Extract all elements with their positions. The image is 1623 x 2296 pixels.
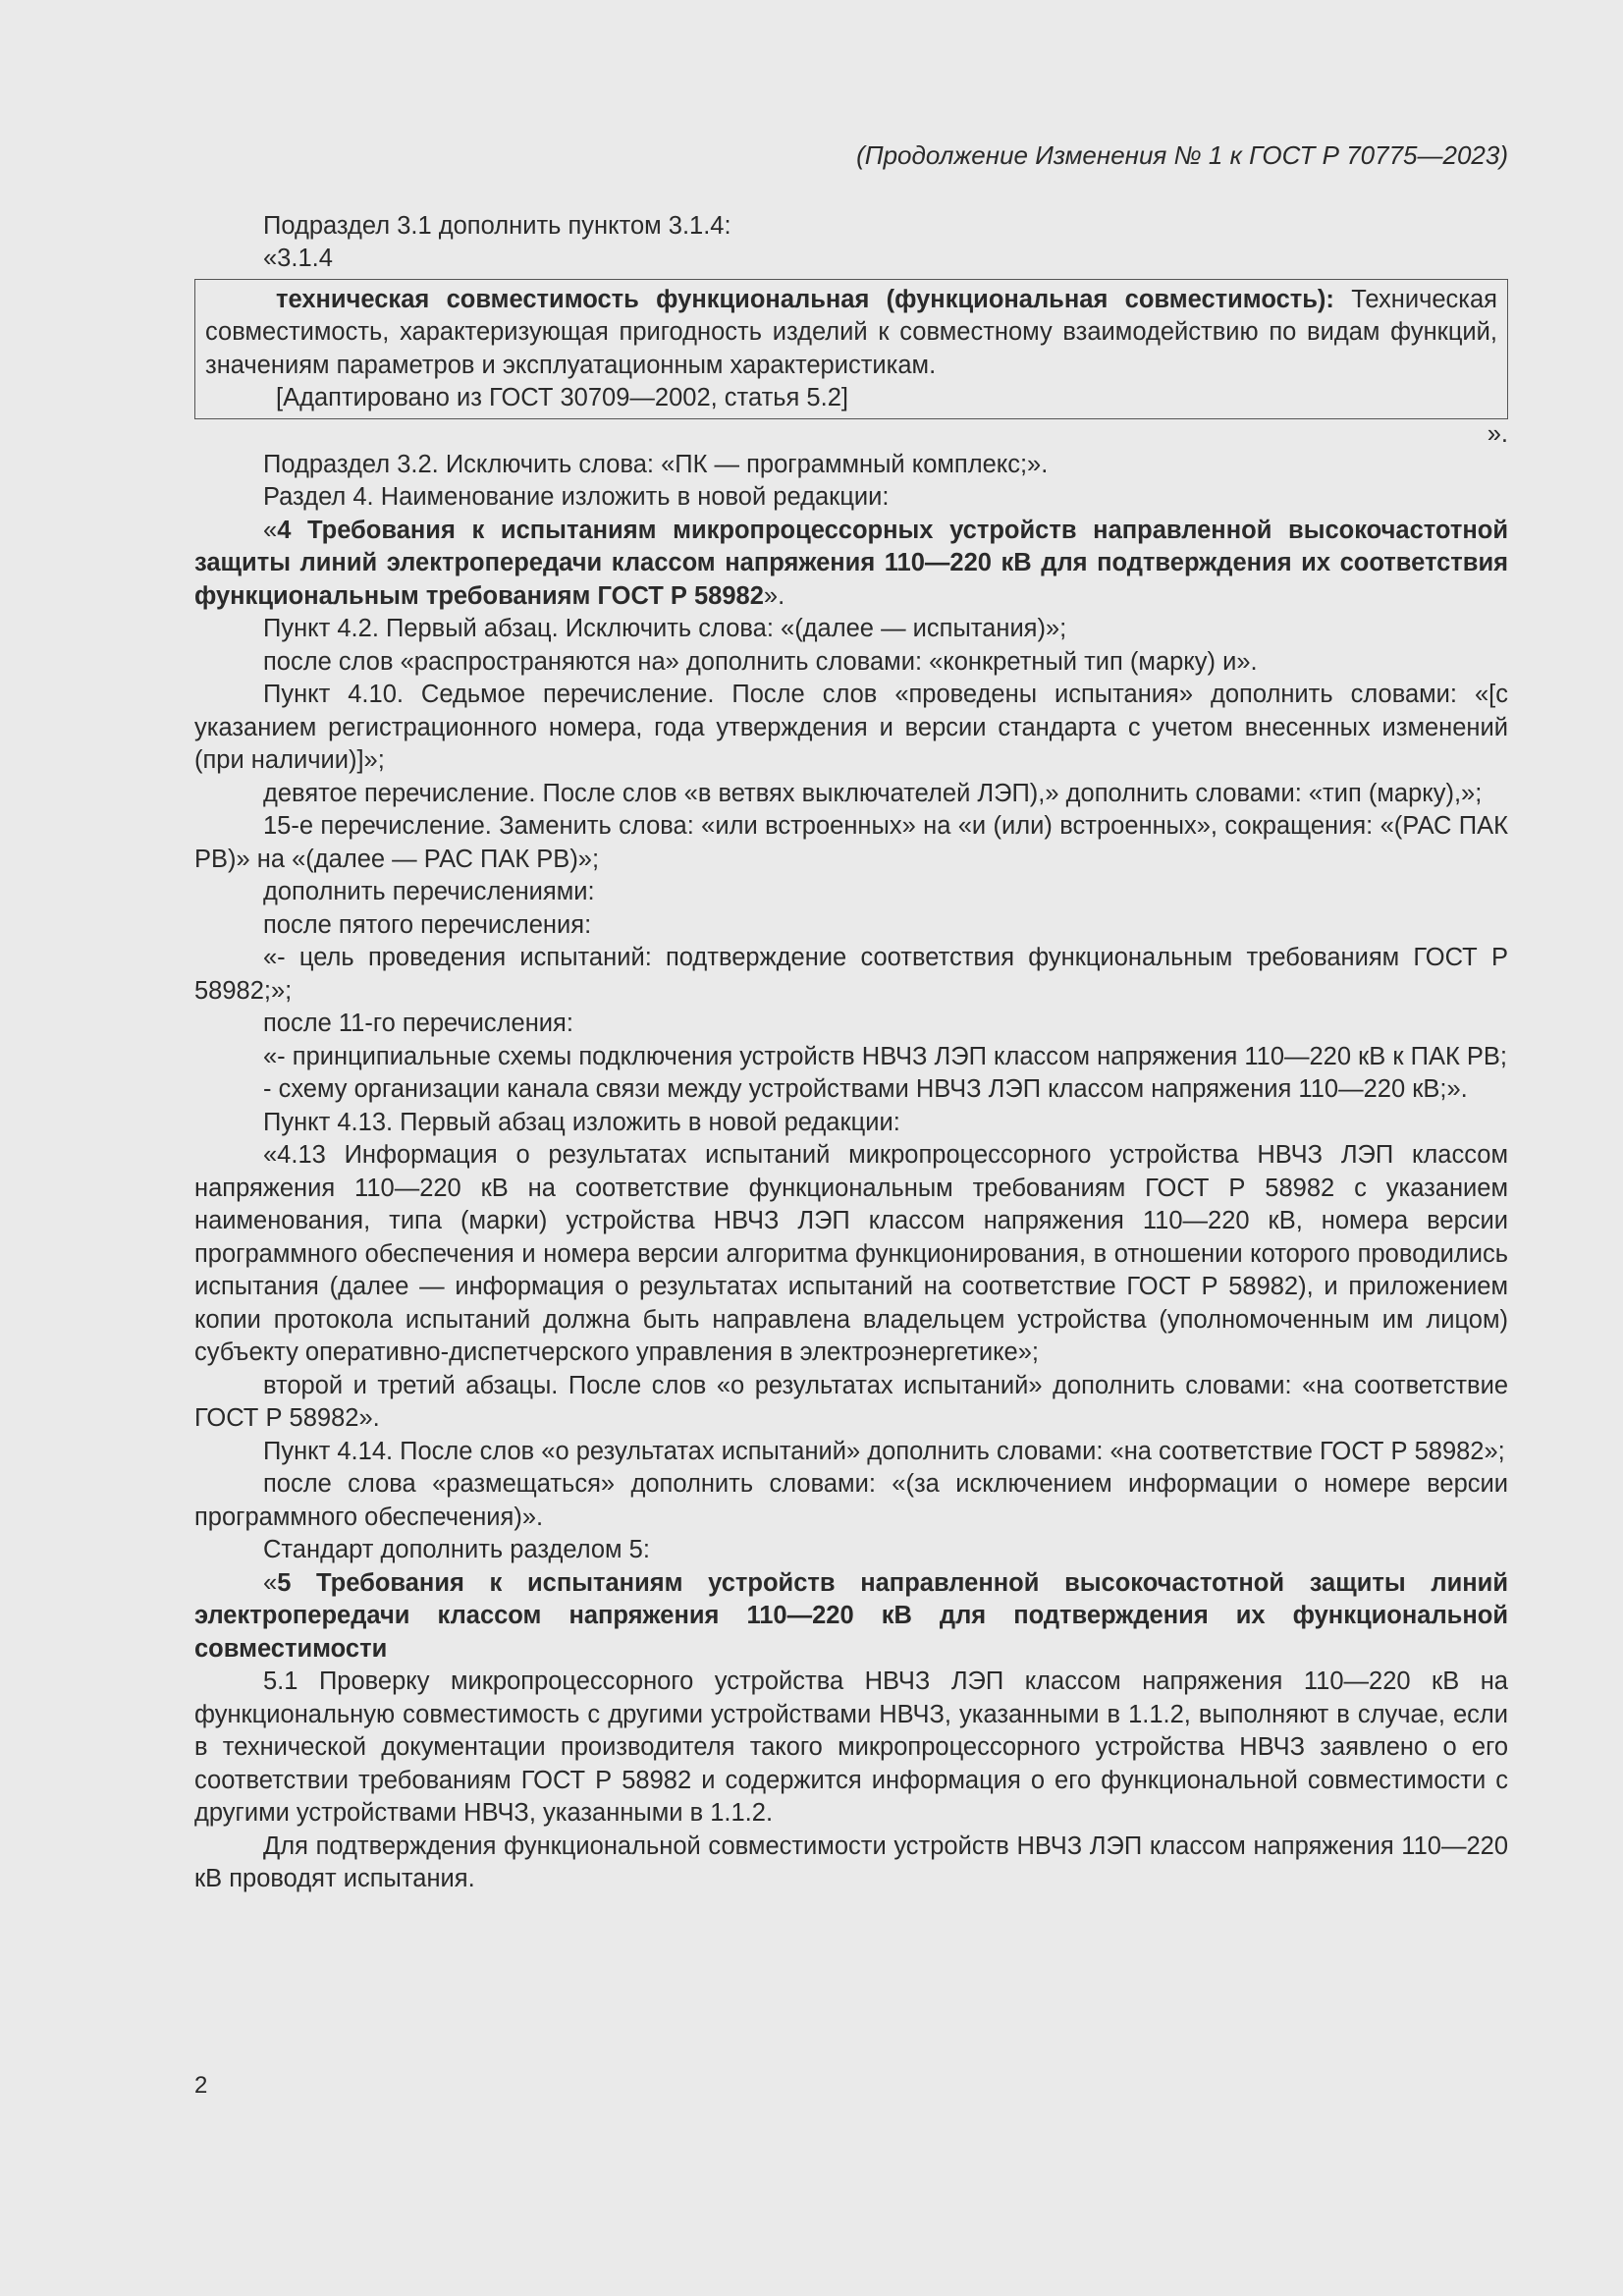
paragraph: 5.1 Проверку микропроцессорного устройства НВЧЗ ЛЭП классом напряжения 110—220 кВ на функциональную совместимость с другими устройствами НВЧЗ, указанными в 1.1.2, выполняют в случае, если в технической документации производителя такого микропроцессорного устройства НВЧЗ заявлено о его соответствии требованиям ГОСТ Р 58982 и содержится информация о его функциональной совместимости с другими устройствами НВЧЗ, указанными в 1.1.2.: [194, 1667, 1508, 1827]
closing-quote: ».: [1487, 419, 1508, 448]
paragraph: «4.13 Информация о результатах испытаний микропроцессорного устройства НВЧЗ ЛЭП классом напряжения 110—220 кВ на соответствие функциональным требованиям ГОСТ Р 58982 с указанием наименования, типа (марки) устройства НВЧЗ ЛЭП классом напряжения 110—220 кВ, номера версии программного обеспечения и номера версии алгоритма функционирования, в отношении которого проводились испытания (далее — информация о результатах испытаний на соответствие ГОСТ Р 58982), и приложением копии протокола испытаний должна быть направлена владельцем устройства (уполномоченным им лицом) субъекту оперативно-диспетчерского управления в электроэнергетике»;: [194, 1141, 1508, 1366]
paragraph: Пункт 4.2. Первый абзац. Исключить слова: «(далее — испытания)»;: [263, 615, 1067, 642]
definition-text: Техническая совместимость, характеризующая пригодность изделий к совместному взаимодействию по видам функций, значениям параметров и эксплуатационным характеристикам.: [205, 285, 1497, 379]
paragraph: «3.1.4: [263, 245, 333, 272]
definition-paragraph: [205, 284, 1497, 383]
paragraph: после слова «размещаться» дополнить словами: «(за исключением информации о номере версии программного обеспечения)».: [194, 1470, 1508, 1531]
paragraph: Пункт 4.14. После слов «о результатах испытаний» дополнить словами: «на соответствие ГОСТ Р 58982»;: [263, 1437, 1505, 1465]
paragraph: Для подтверждения функциональной совместимости устройств НВЧЗ ЛЭП классом напряжения 110—220 кВ проводят испытания.: [194, 1831, 1508, 1892]
paragraph: после 11-го перечисления:: [263, 1010, 573, 1037]
paragraph: «- принципиальные схемы подключения устройств НВЧЗ ЛЭП классом напряжения 110—220 кВ к ПАК РВ;: [263, 1042, 1507, 1070]
paragraph: Пункт 4.13. Первый абзац изложить в новой редакции:: [263, 1108, 900, 1136]
paragraph: Стандарт дополнить разделом 5:: [263, 1536, 650, 1563]
section-5-title: «5 Требования к испытаниям устройств направленной высокочастотной защиты линий электропередачи классом напряжения 110—220 кВ для подтверждения их функциональной совместимости: [194, 1568, 1508, 1663]
page-content: [194, 139, 1508, 1896]
paragraph: Подраздел 3.2. Исключить слова: «ПК — программный комплекс;».: [263, 450, 1049, 478]
paragraph: после пятого перечисления:: [263, 910, 592, 939]
page-number: 2: [194, 2072, 208, 2099]
paragraph: Пункт 4.10. Седьмое перечисление. После слов «проведены испытания» дополнить словами: «[с указанием регистрационного номера, года утверждения и версии стандарта с учетом внесенных изменений (при наличии)]»;: [194, 681, 1508, 774]
paragraph: дополнить перечислениями:: [263, 878, 595, 905]
paragraph: 15-е перечисление. Заменить слова: «или встроенных» на «и (или) встроенных», сокращения: «(РАС ПАК РВ)» на «(далее — РАС ПАК РВ)»;: [194, 812, 1508, 873]
paragraph: «- цель проведения испытаний: подтверждение соответствия функциональным требованиям ГОСТ Р 58982;»;: [194, 944, 1508, 1005]
paragraph: после слов «распространяются на» дополнить словами: «конкретный тип (марку) и».: [263, 647, 1258, 676]
running-header: (Продолжение Изменения № 1 к ГОСТ Р 70775—2023): [856, 140, 1508, 170]
paragraph: Подраздел 3.1 дополнить пунктом 3.1.4:: [263, 211, 731, 240]
section-4-title: «4 Требования к испытаниям микропроцессорных устройств направленной высокочастотной защиты линий электропередачи классом напряжения 110—220 кВ для подтверждения их соответствия функциональным требованиям ГОСТ Р 58982».: [194, 516, 1508, 610]
definition-term: техническая совместимость функциональная (функциональная совместимость):: [276, 285, 1334, 313]
definition-source: [Адаптировано из ГОСТ 30709—2002, статья 5.2]: [276, 384, 848, 411]
definition-box: [194, 279, 1508, 419]
paragraph: - схему организации канала связи между устройствами НВЧЗ ЛЭП классом напряжения 110—220 кВ;».: [263, 1075, 1468, 1103]
paragraph: девятое перечисление. После слов «в ветвях выключателей ЛЭП),» дополнить словами: «тип (марку),»;: [263, 779, 1483, 807]
paragraph: второй и третий абзацы. После слов «о результатах испытаний» дополнить словами: «на соответствие ГОСТ Р 58982».: [194, 1371, 1508, 1432]
paragraph: Раздел 4. Наименование изложить в новой редакции:: [263, 483, 890, 511]
